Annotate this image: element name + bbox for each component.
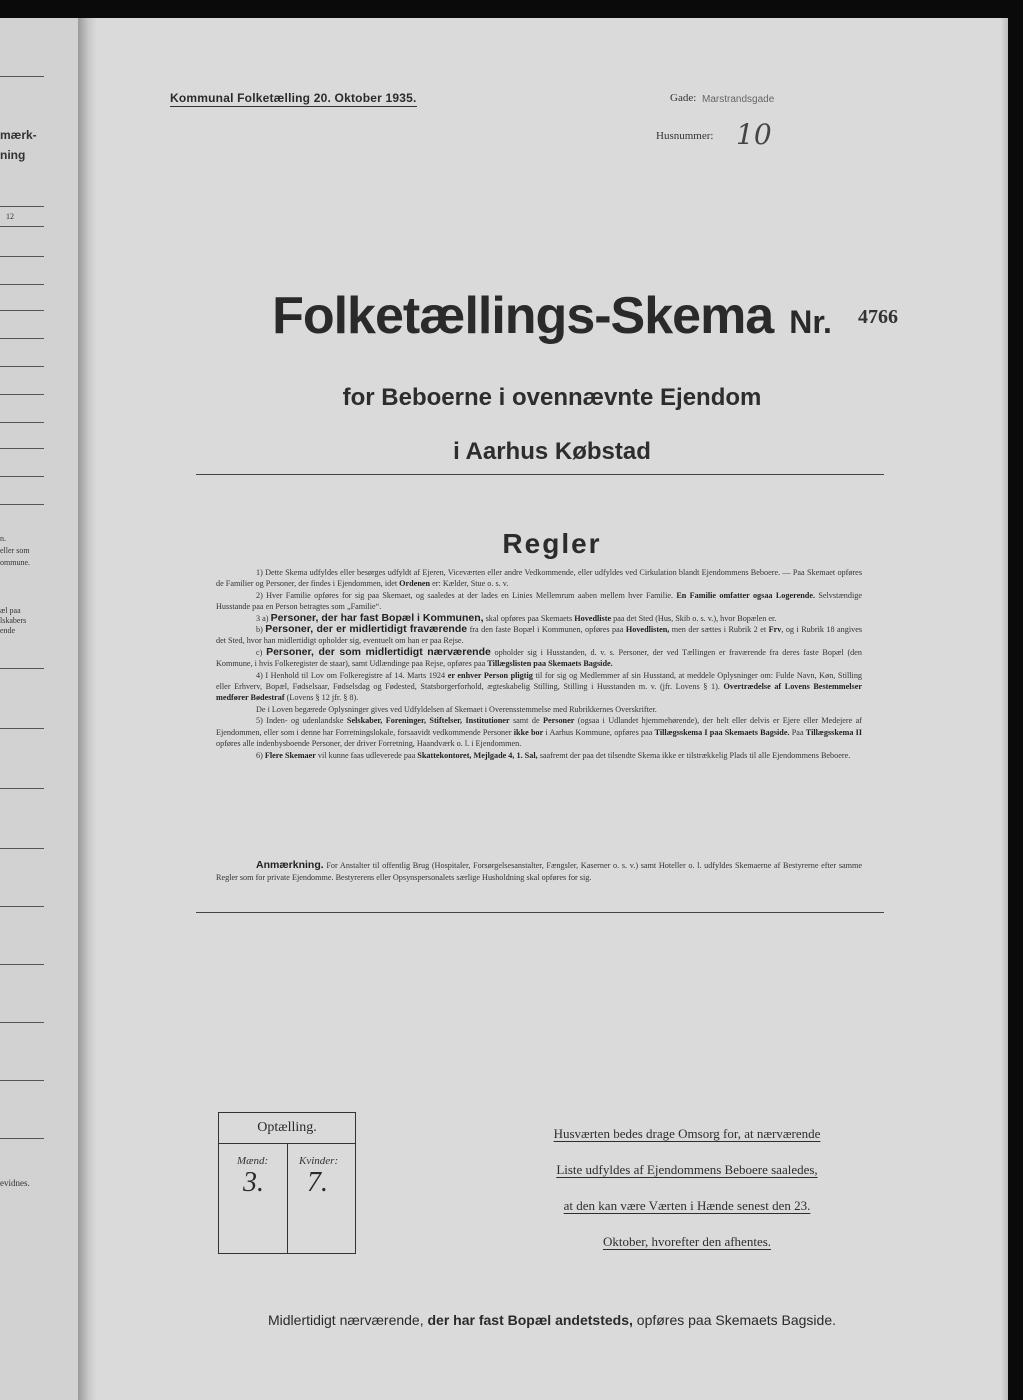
form-subtitle: for Beboerne i ovennævnte Ejendom	[342, 384, 762, 411]
left-page-rule	[0, 1080, 44, 1081]
house-number-label: Husnummer:	[656, 130, 714, 142]
rule-3c: c) Personer, der som midlertidigt nærværende opholder sig i Husstanden, d. v. s. Personer, der ved Tællingen er fraværende fra deres faste Bopæl (den Kommune, i hvis Folkeregister de staar), samt Udlændinge paa Rejse, opføres paa Tillægslisten paa Skemaets Bagside.	[216, 645, 863, 669]
left-page-rule	[0, 476, 44, 477]
left-page-rule	[0, 284, 44, 285]
left-page-text: n.	[0, 534, 6, 543]
host-note-line: Husværten bedes drage Omsorg for, at nærværende	[553, 1126, 821, 1141]
men-label: Mænd:	[237, 1155, 269, 1167]
census-form-page	[96, 18, 1008, 1400]
count-box	[218, 1112, 356, 1254]
form-title-main: Folketællings-Skema	[272, 287, 774, 345]
page-right-edge	[1000, 18, 1008, 1400]
left-page-rule	[0, 1138, 44, 1139]
rule-5: 5) Inden- og udenlandske Selskaber, Foreninger, Stiftelser, Institutioner samt de Personer (ogsaa i Udlandet hjemmehørende), der helt eller delvis er Ejere eller Medejere af Ejendommen, eller som i denne har Forretningslokale, forsaavidt vedkommende Personer ikke bor i Aarhus Kommune, opføres paa Tillægsskema I paa Skemaets Bagside. Paa Tillægsskema II opføres alle indenbysboende Personer, der driver Forretning, Haandværk o. l. i Ejendommen.	[216, 716, 863, 749]
rule-3a: 3 a) Personer, der har fast Bopæl i Kommunen, skal opføres paa Skemaets Hovedliste paa det Sted (Hus, Skib o. s. v.), hvor Bopælen er.	[256, 611, 777, 624]
left-page-text: evidnes.	[0, 1178, 30, 1188]
left-page-rule	[0, 206, 44, 207]
left-page-text: ende	[0, 626, 16, 635]
left-page-rule	[0, 394, 44, 395]
left-page-rule	[0, 448, 44, 449]
left-page-rule	[0, 226, 44, 227]
rule-4-note: De i Loven begærede Oplysninger gives ved Udfyldelsen af Skemaet i Overensstemmelse med Rubrikkernes Overskrifter.	[256, 704, 657, 714]
street-label: Gade:	[670, 92, 697, 104]
rules-text	[216, 567, 862, 761]
left-page-rule	[0, 76, 44, 77]
left-page-edge	[0, 18, 78, 1400]
note-text: For Anstalter til offentlig Brug (Hospitaler, Forsørgelsesanstalter, Fængsler, Kaserner o. s. v.) samt Hoteller o. l. udfyldes Skemaerne af Bestyrerne efter samme Regler som for private Ejendomme. Bestyrerens eller Opsynspersonalets særlige Husholdning skal opføres for sig.	[216, 861, 863, 882]
rule-4: 4) I Henhold til Lov om Folkeregistre af 14. Marts 1924 er enhver Person pligtig til for sig og Medlemmer af sin Husstand, at meddele Oplysninger om: Fulde Navn, Køn, Stilling eller Erhverv, Bopæl, Fødselsaar, Fødselsdag og Fødested, Statsborgerforhold, ægteskabelig Stilling, Stilling i Husstanden m. v. (jfr. Lovens § 1). Overtrædelse af Lovens Bestemmelser medfører Bødestraf (Lovens § 12 jfr. § 8).	[216, 670, 863, 703]
note-lead: Anmærkning.	[256, 859, 324, 871]
left-page-text: ommune.	[0, 558, 30, 567]
left-page-text: mærk-	[0, 128, 37, 142]
rules-heading: Regler	[502, 528, 602, 559]
book-gutter	[78, 18, 96, 1400]
count-title: Optælling.	[219, 1113, 355, 1144]
left-page-rule	[0, 256, 44, 257]
host-note-line: at den kan være Værten i Hænde senest den 23.	[563, 1198, 811, 1213]
left-page-rule	[0, 728, 44, 729]
host-note-line: Liste udfyldes af Ejendommens Beboere saaledes,	[556, 1162, 818, 1177]
rule-6: 6) Flere Skemaer vil kunne faas udleverede paa Skattekontoret, Mejlgade 4, 1. Sal, saafremt der paa det tilsendte Skema ikke er tilstrækkelig Plads til alle Ejendommens Beboere.	[256, 750, 851, 760]
left-page-rule	[0, 964, 44, 965]
left-page-rule	[0, 788, 44, 789]
form-subtitle-city: i Aarhus Købstad	[453, 438, 651, 465]
house-number-value: 10	[736, 118, 772, 151]
street-value: Marstrandsgade	[702, 94, 775, 105]
census-title: Kommunal Folketælling 20. Oktober 1935.	[170, 91, 417, 105]
count-divider	[287, 1144, 288, 1253]
footer-note: Midlertidigt nærværende, der har fast Bopæl andetsteds, opføres paa Skemaets Bagside.	[267, 1312, 837, 1328]
left-page-text: 12	[6, 212, 14, 221]
women-count: 7.	[307, 1167, 328, 1198]
left-page-rule	[0, 338, 44, 339]
host-note	[514, 1116, 860, 1260]
left-page-rule	[0, 906, 44, 907]
left-page-rule	[0, 848, 44, 849]
men-count: 3.	[243, 1167, 264, 1198]
form-title-nr-label: Nr.	[789, 304, 832, 340]
host-note-line: Oktober, hvorefter den afhentes.	[602, 1234, 772, 1249]
rule-3b: b) Personer, der er midlertidigt fraværende fra den faste Bopæl i Kommunen, opføres paa Hovedlisten, men der sættes i Rubrik 2 et Frv, og i Rubrik 18 angives det Sted, hvor han midlertidigt opholder sig, eventuelt om han er paa Rejse.	[216, 623, 863, 646]
left-page-text: lskabers	[0, 616, 27, 625]
divider-line	[196, 474, 884, 475]
left-page-rule	[0, 504, 44, 505]
left-page-rule	[0, 422, 44, 423]
form-number: 4766	[858, 306, 898, 328]
rule-1: 1) Dette Skema udfyldes eller besørges udfyldt af Ejeren, Viceværten eller andre Vedkommende, eller udfyldes ved Cirkulation blandt Ejendommens Beboere. — Paa Skemaet opføres de Familier og Personer, der findes i Ejendommen, idet Ordenen er: Kælder, Stue o. s. v.	[216, 568, 862, 589]
left-page-rule	[0, 1022, 44, 1023]
divider-line	[196, 912, 884, 913]
women-label: Kvinder:	[299, 1155, 339, 1167]
left-page-rule	[0, 310, 44, 311]
rule-2: 2) Hver Familie opføres for sig paa Skemaet, og saaledes at der lades en Linies Mellemrum aaben mellem hver Familie. En Familie omfatter ogsaa Logerende. Selvstændige Husstande paa en Person betragtes som „Familie“.	[216, 590, 862, 612]
left-page-rule	[0, 366, 44, 367]
left-page-text: ning	[0, 148, 26, 162]
note	[216, 860, 862, 883]
left-page-text: æl paa	[0, 606, 21, 615]
left-page-rule	[0, 668, 44, 669]
left-page-text: eller som	[0, 546, 30, 555]
